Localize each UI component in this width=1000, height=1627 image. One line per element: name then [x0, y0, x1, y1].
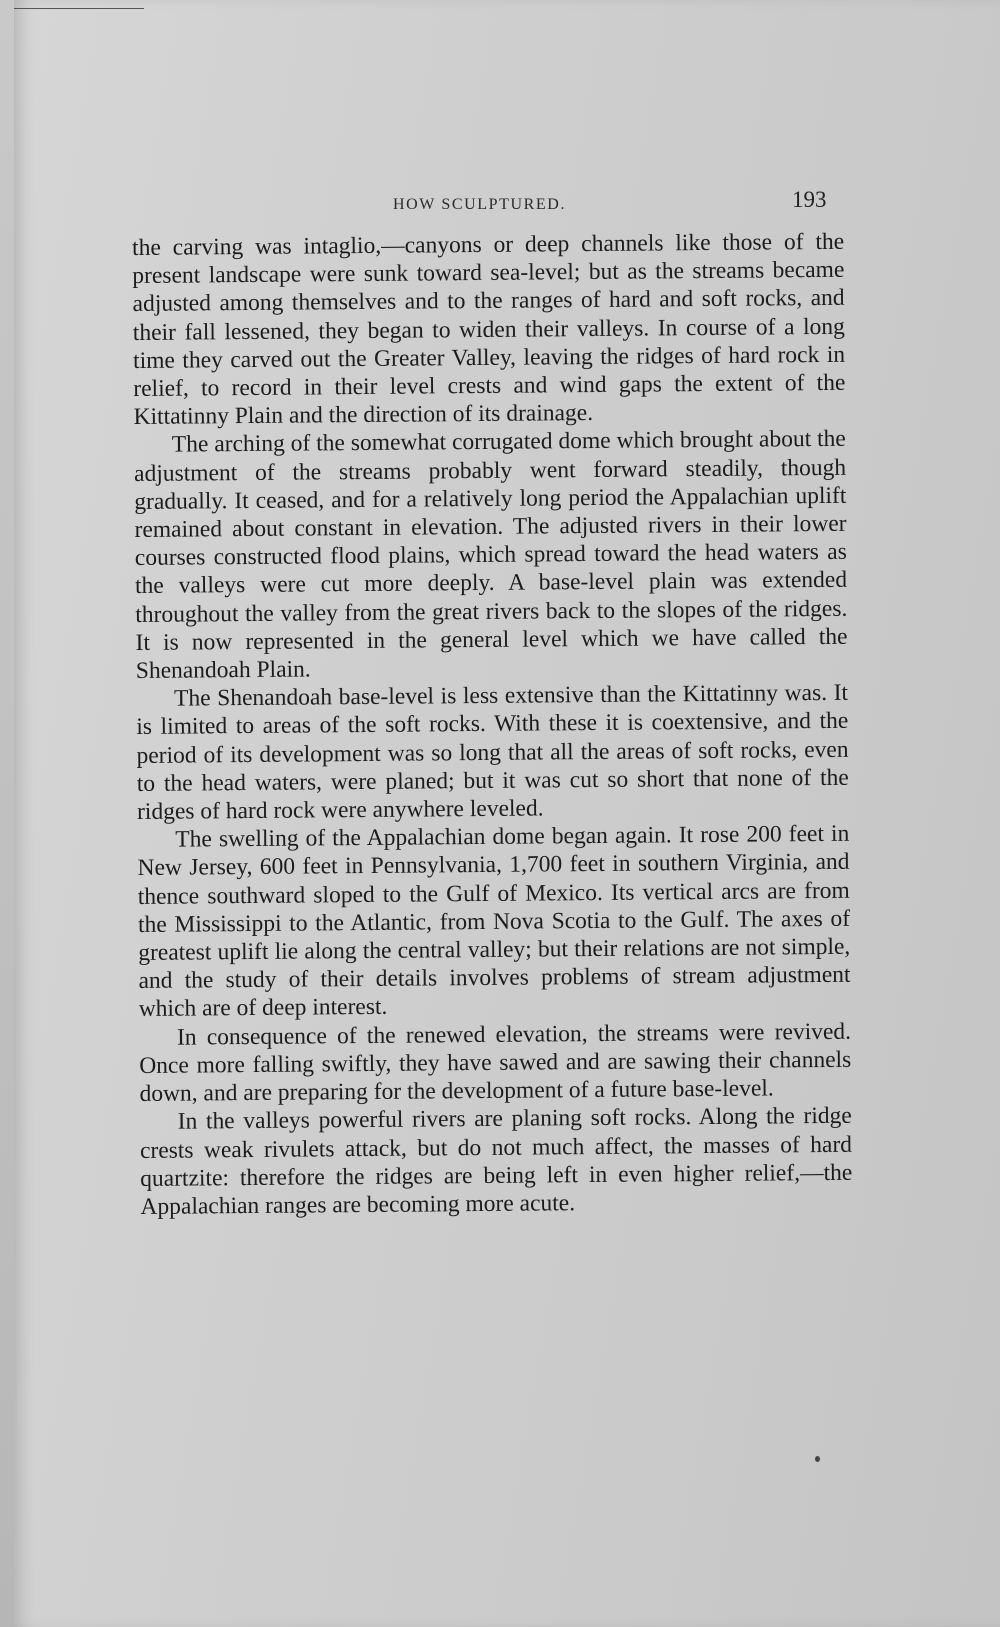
- paragraph-valleys-planing: In the valleys powerful rivers are planing soft rocks. Along the ridge crests weak rivulets attack, but do not much affect, the masses of hard quartzite: therefore the ridges are being left in even higher relief,—the Appalachian ranges are becoming more acute.: [139, 1103, 853, 1220]
- page-number: 193: [792, 187, 827, 212]
- paragraph-continued: the carving was intaglio,—canyons or deep channels like those of the present landscape were sunk toward sea-level; but as the streams became adjusted among themselves and to the ranges of hard and soft rocks, and their fall lessened, they began to widen their valleys. In course of a long time they carved out the Greater Valley, leaving the ridges of hard rock in relief, to record in their level crests and wind gaps the extent of the Kittatinny Plain and the direction of its drainage.: [132, 228, 846, 431]
- paragraph-dome-arching: The arching of the somewhat corrugated dome which brought about the adjustment of the streams probably went forward steadily, though gradually. It ceased, and for a relatively long period the Appalachian uplift remained about constant in elevation. The adjusted rivers in their lower courses constructed flood plains, which spread toward the head waters as the valleys were cut more deeply. A base-level plain was extended throughout the valley from the great rivers back to the slopes of the ridges. It is now represented in the general level which we have called the Shenandoah Plain.: [133, 426, 848, 685]
- paragraph-shenandoah-base-level: The Shenandoah base-level is less extensive than the Kittatinny was. It is limited to areas of the soft rocks. With these it is coextensive, and the period of its development was so long that all the areas of soft rocks, even to the head waters, were planed; but it was cut so short that none of the ridges of hard rock were anywhere leveled.: [136, 680, 849, 826]
- top-rule: [14, 8, 144, 9]
- paragraph-dome-swelling: The swelling of the Appalachian dome began again. It rose 200 feet in New Jersey, 600 feet in Pennsylvania, 1,700 feet in southern Virginia, and thence southward sloped to the Gulf of Mexico. Its vertical arcs are from the Mississippi to the Atlantic, from Nova Scotia to the Gulf. The axes of greatest uplift lie along the central valley; but their relations are not simple, and the study of their details involves problems of stream adjustment which are of deep interest.: [137, 821, 851, 1023]
- ink-speck: [815, 1456, 820, 1462]
- running-head: HOW SCULPTURED.: [393, 196, 567, 213]
- paragraph-renewed-elevation: In consequence of the renewed elevation, the streams were revived. Once more falling swiftly, they have sawed and are sawing their channels down, and are preparing for the development of a future base-level.: [139, 1018, 852, 1108]
- body-text: [132, 228, 853, 1221]
